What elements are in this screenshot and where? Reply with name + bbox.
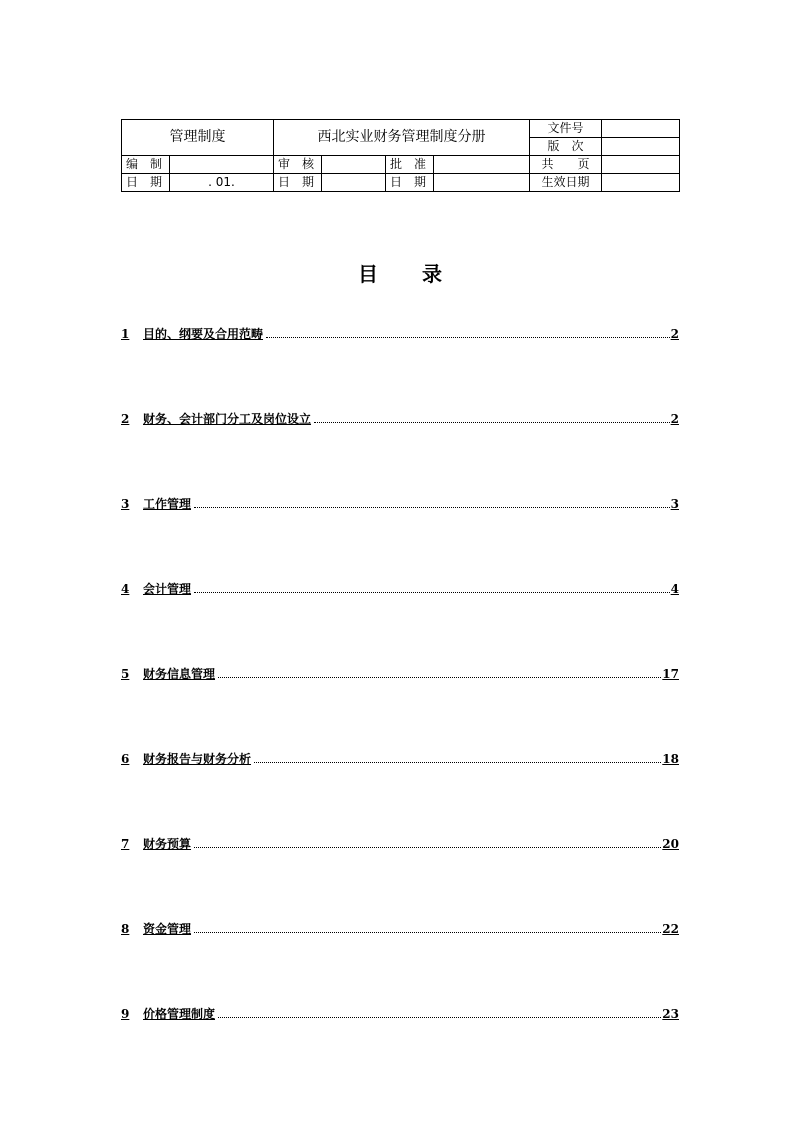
date-value-compiled: . 01. [170, 174, 274, 192]
toc-entry-number: 4 [121, 582, 130, 596]
total-pages-label: 共 页 [530, 156, 602, 174]
document-title-cell: 西北实业财务管理制度分册 [274, 120, 530, 156]
toc-entry-title: 价格管理制度 [143, 1007, 216, 1021]
toc-dot-leader [266, 327, 670, 338]
toc-entry-page: 22 [662, 922, 679, 936]
toc-entry[interactable] [121, 326, 679, 411]
toc-entry[interactable] [121, 751, 679, 836]
toc-entry-number: 6 [121, 752, 130, 766]
compiled-by-value [170, 156, 274, 174]
file-number-label: 文件号 [530, 120, 602, 138]
date-label-approved: 日 期 [386, 174, 434, 192]
approved-by-value [434, 156, 530, 174]
date-value-reviewed [322, 174, 386, 192]
total-pages-value [602, 156, 680, 174]
compiled-by-label: 编 制 [122, 156, 170, 174]
toc-dot-leader [194, 582, 670, 593]
toc-entry[interactable] [121, 1006, 679, 1091]
toc-entry[interactable] [121, 921, 679, 1006]
effective-date-value [602, 174, 680, 192]
toc-entry-number: 5 [121, 667, 130, 681]
date-label-reviewed: 日 期 [274, 174, 322, 192]
reviewed-by-value [322, 156, 386, 174]
reviewed-by-label: 审 核 [274, 156, 322, 174]
toc-entry-page: 2 [670, 327, 679, 341]
toc-dot-leader [218, 667, 661, 678]
date-label-compiled: 日 期 [122, 174, 170, 192]
toc-entry-number: 7 [121, 837, 130, 851]
toc-entry-title: 工作管理 [143, 497, 192, 511]
toc-title: 目录 [358, 262, 486, 286]
toc-dot-leader [218, 1007, 661, 1018]
toc-entry-number: 1 [121, 327, 130, 341]
toc-entry-title: 资金管理 [143, 922, 192, 936]
toc-entry[interactable] [121, 496, 679, 581]
toc-entry-page: 2 [670, 412, 679, 426]
toc-entry-page: 20 [662, 837, 679, 851]
toc-entry-page: 3 [670, 497, 679, 511]
category-cell: 管理制度 [122, 120, 274, 156]
toc-entry-page: 17 [662, 667, 679, 681]
toc-dot-leader [194, 497, 670, 508]
file-number-value [602, 120, 680, 138]
toc-entry-number: 9 [121, 1007, 130, 1021]
version-value [602, 138, 680, 156]
toc-dot-leader [194, 922, 661, 933]
toc-entry-title: 会计管理 [143, 582, 192, 596]
toc-entry-title: 财务报告与财务分析 [143, 752, 252, 766]
toc-entry-title: 目的、纲要及合用范畴 [143, 327, 264, 341]
approved-by-label: 批 准 [386, 156, 434, 174]
date-value-approved [434, 174, 530, 192]
toc-dot-leader [194, 837, 661, 848]
toc-dot-leader [254, 752, 661, 763]
toc-entry-page: 18 [662, 752, 679, 766]
toc-dot-leader [314, 412, 670, 423]
toc-entry-page: 23 [662, 1007, 679, 1021]
version-label: 版 次 [530, 138, 602, 156]
table-of-contents [121, 326, 679, 1091]
toc-entry[interactable] [121, 581, 679, 666]
toc-entry-number: 3 [121, 497, 130, 511]
toc-entry-title: 财务预算 [143, 837, 192, 851]
toc-entry[interactable] [121, 836, 679, 921]
effective-date-label: 生效日期 [530, 174, 602, 192]
toc-entry[interactable] [121, 666, 679, 751]
document-header-table [121, 119, 680, 192]
toc-entry-title: 财务、会计部门分工及岗位设立 [143, 412, 312, 426]
toc-entry-page: 4 [670, 582, 679, 596]
toc-entry-title: 财务信息管理 [143, 667, 216, 681]
toc-entry[interactable] [121, 411, 679, 496]
toc-entry-number: 2 [121, 412, 130, 426]
toc-entry-number: 8 [121, 922, 130, 936]
